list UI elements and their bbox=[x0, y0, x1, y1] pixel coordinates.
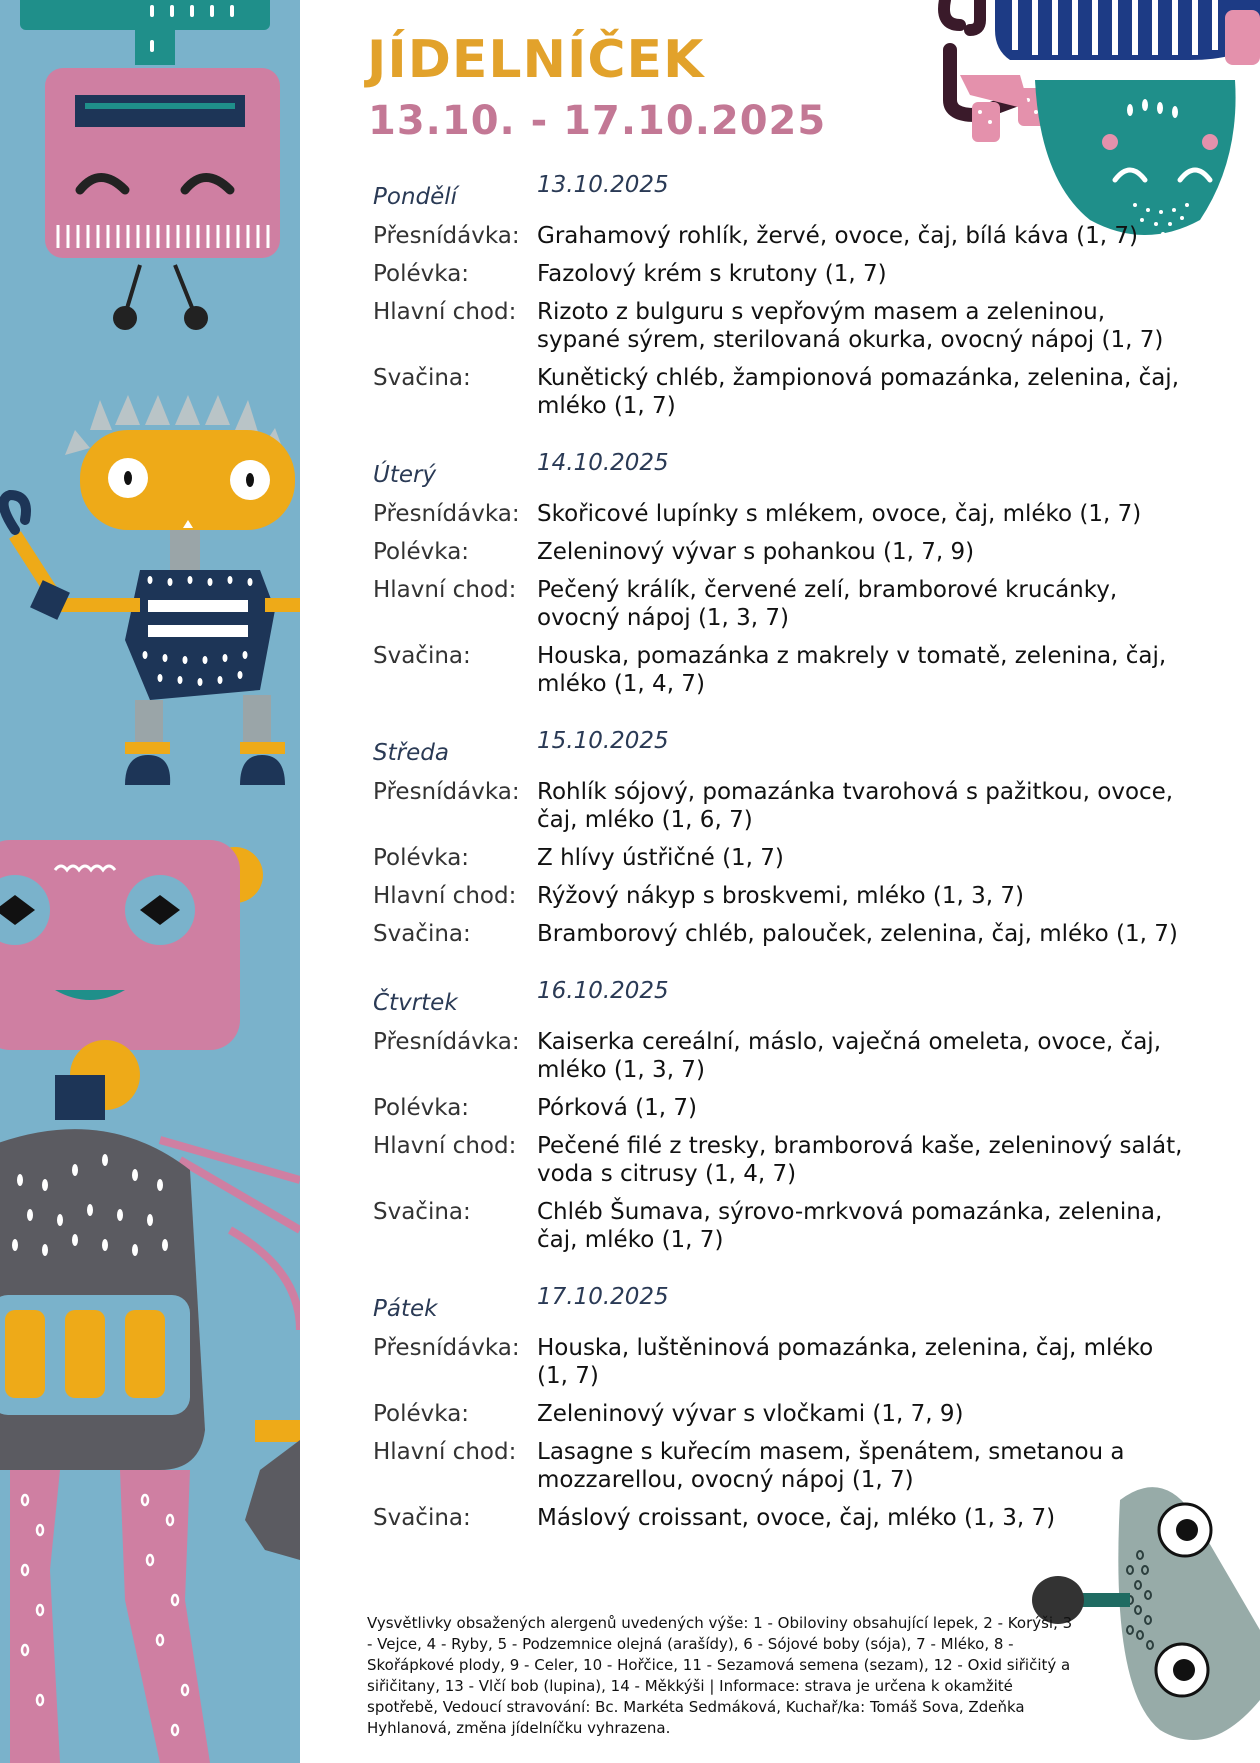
meal-label: Hlavní chod: bbox=[373, 1439, 517, 1465]
allergen-footnote: Vysvětlivky obsažených alergenů uvedených výše: 1 - Obiloviny obsahující lepek, 2 - Korýši, 3 - Vejce, 4 - Ryby, 5 - Podzemnice olejná (arašídy), 6 - Sójové boby (sója), 7 - Mléko, 8 - Skořápkové plody, 9 - Celer, 10 - Hořčice, 11 - Sezamová semena (sezam), 12 - Oxid siřičitý a siřičitany, 13 - Vlčí bob (lupina), 14 - Měkkýši | Informace: strava je určena k okamžité spotřebě, Vedoucí stravování: Bc. Markéta Sedmáková, Kuchař/ka: Tomáš Sova, Zdeňka Hyhlanová, změna jídelníčku vyhrazena. bbox=[367, 1614, 1073, 1737]
day-date: 17.10.2025 bbox=[537, 1284, 669, 1310]
meal-row-soup bbox=[373, 1400, 1183, 1428]
meal-row-breakfast bbox=[373, 778, 1183, 834]
day-wednesday bbox=[373, 728, 1183, 948]
meal-value: Rohlík sójový, pomazánka tvarohová s pažitkou, ovoce, čaj, mléko (1, 6, 7) bbox=[537, 779, 1174, 833]
meal-label: Polévka: bbox=[373, 1095, 470, 1121]
meal-row-snack bbox=[373, 364, 1183, 420]
day-date: 15.10.2025 bbox=[537, 728, 669, 754]
meal-row-snack bbox=[373, 1504, 1183, 1532]
meal-value: Zeleninový vývar s vločkami (1, 7, 9) bbox=[537, 1401, 964, 1427]
meal-row-breakfast bbox=[373, 500, 1183, 528]
meal-label: Polévka: bbox=[373, 261, 470, 287]
meal-value: Pečené filé z tresky, bramborová kaše, zeleninový salát, voda s citrusy (1, 4, 7) bbox=[537, 1133, 1183, 1187]
meal-value: Kaiserka cereální, máslo, vaječná omeleta, ovoce, čaj, mléko (1, 3, 7) bbox=[537, 1029, 1161, 1083]
meal-row-snack bbox=[373, 1198, 1183, 1254]
day-name: Pátek bbox=[373, 1296, 438, 1322]
meal-label: Polévka: bbox=[373, 539, 470, 565]
meal-row-breakfast bbox=[373, 222, 1183, 250]
robot-pink-square-icon bbox=[20, 0, 280, 330]
meal-value: Houska, luštěninová pomazánka, zelenina, čaj, mléko (1, 7) bbox=[537, 1335, 1154, 1389]
meal-row-snack bbox=[373, 920, 1183, 948]
meal-label: Svačina: bbox=[373, 643, 471, 669]
meal-label: Hlavní chod: bbox=[373, 883, 517, 909]
meal-row-main bbox=[373, 882, 1183, 910]
meal-row-breakfast bbox=[373, 1334, 1183, 1390]
meal-value: Grahamový rohlík, žervé, ovoce, čaj, bílá káva (1, 7) bbox=[537, 223, 1139, 249]
meal-row-soup bbox=[373, 1094, 1183, 1122]
meal-value: Rizoto z bulguru s vepřovým masem a zeleninou, sypané sýrem, sterilovaná okurka, ovocný nápoj (1, 7) bbox=[537, 299, 1164, 353]
meal-value: Skořicové lupínky s mlékem, ovoce, čaj, mléko (1, 7) bbox=[537, 501, 1142, 527]
meal-value: Máslový croissant, ovoce, čaj, mléko (1, 3, 7) bbox=[537, 1505, 1056, 1531]
day-date: 14.10.2025 bbox=[537, 450, 669, 476]
weekly-menu bbox=[373, 172, 1183, 1562]
meal-value: Kunětický chléb, žampionová pomazánka, zelenina, čaj, mléko (1, 7) bbox=[537, 365, 1180, 419]
meal-row-main bbox=[373, 298, 1183, 354]
meal-label: Svačina: bbox=[373, 1199, 471, 1225]
meal-label: Svačina: bbox=[373, 365, 471, 391]
meal-label: Hlavní chod: bbox=[373, 1133, 517, 1159]
day-name: Úterý bbox=[373, 462, 437, 488]
meal-row-soup bbox=[373, 844, 1183, 872]
day-name: Pondělí bbox=[373, 184, 458, 210]
meal-label: Polévka: bbox=[373, 845, 470, 871]
day-monday bbox=[373, 172, 1183, 420]
robot-pink-face-icon bbox=[0, 840, 263, 1120]
meal-label: Polévka: bbox=[373, 1401, 470, 1427]
meal-label: Přesnídávka: bbox=[373, 223, 520, 249]
meal-value: Fazolový krém s krutony (1, 7) bbox=[537, 261, 887, 287]
meal-value: Lasagne s kuřecím masem, špenátem, smetanou a mozzarellou, ovocný nápoj (1, 7) bbox=[537, 1439, 1125, 1493]
meal-row-snack bbox=[373, 642, 1183, 698]
meal-row-soup bbox=[373, 260, 1183, 288]
meal-value: Chléb Šumava, sýrovo-mrkvová pomazánka, zelenina, čaj, mléko (1, 7) bbox=[537, 1199, 1163, 1253]
meal-label: Svačina: bbox=[373, 1505, 471, 1531]
meal-label: Přesnídávka: bbox=[373, 779, 520, 805]
meal-label: Přesnídávka: bbox=[373, 1335, 520, 1361]
meal-row-soup bbox=[373, 538, 1183, 566]
meal-row-breakfast bbox=[373, 1028, 1183, 1084]
meal-label: Svačina: bbox=[373, 921, 471, 947]
day-name: Středa bbox=[373, 740, 449, 766]
meal-value: Houska, pomazánka z makrely v tomatě, zelenina, čaj, mléko (1, 4, 7) bbox=[537, 643, 1167, 697]
meal-label: Přesnídávka: bbox=[373, 501, 520, 527]
meal-label: Hlavní chod: bbox=[373, 299, 517, 325]
day-tuesday bbox=[373, 450, 1183, 698]
day-date: 13.10.2025 bbox=[537, 172, 669, 198]
page-title: JÍDELNÍČEK bbox=[367, 30, 705, 90]
meal-value: Bramborový chléb, palouček, zelenina, čaj, mléko (1, 7) bbox=[537, 921, 1178, 947]
meal-label: Hlavní chod: bbox=[373, 577, 517, 603]
meal-row-main bbox=[373, 1438, 1183, 1494]
meal-label: Přesnídávka: bbox=[373, 1029, 520, 1055]
robot-grey-body-icon bbox=[0, 1129, 300, 1763]
day-friday bbox=[373, 1284, 1183, 1532]
robot-yellow-head-icon bbox=[4, 395, 300, 785]
illustration-sidebar bbox=[0, 0, 300, 1763]
meal-value: Pórková (1, 7) bbox=[537, 1095, 698, 1121]
meal-value: Pečený králík, červené zelí, bramborové krucánky, ovocný nápoj (1, 3, 7) bbox=[537, 577, 1118, 631]
meal-value: Zeleninový vývar s pohankou (1, 7, 9) bbox=[537, 539, 975, 565]
meal-value: Rýžový nákyp s broskvemi, mléko (1, 3, 7) bbox=[537, 883, 1025, 909]
date-range: 13.10. - 17.10.2025 bbox=[368, 98, 827, 144]
day-name: Čtvrtek bbox=[373, 990, 458, 1016]
meal-row-main bbox=[373, 1132, 1183, 1188]
day-thursday bbox=[373, 978, 1183, 1254]
day-date: 16.10.2025 bbox=[537, 978, 669, 1004]
meal-value: Z hlívy ústřičné (1, 7) bbox=[537, 845, 784, 871]
meal-row-main bbox=[373, 576, 1183, 632]
